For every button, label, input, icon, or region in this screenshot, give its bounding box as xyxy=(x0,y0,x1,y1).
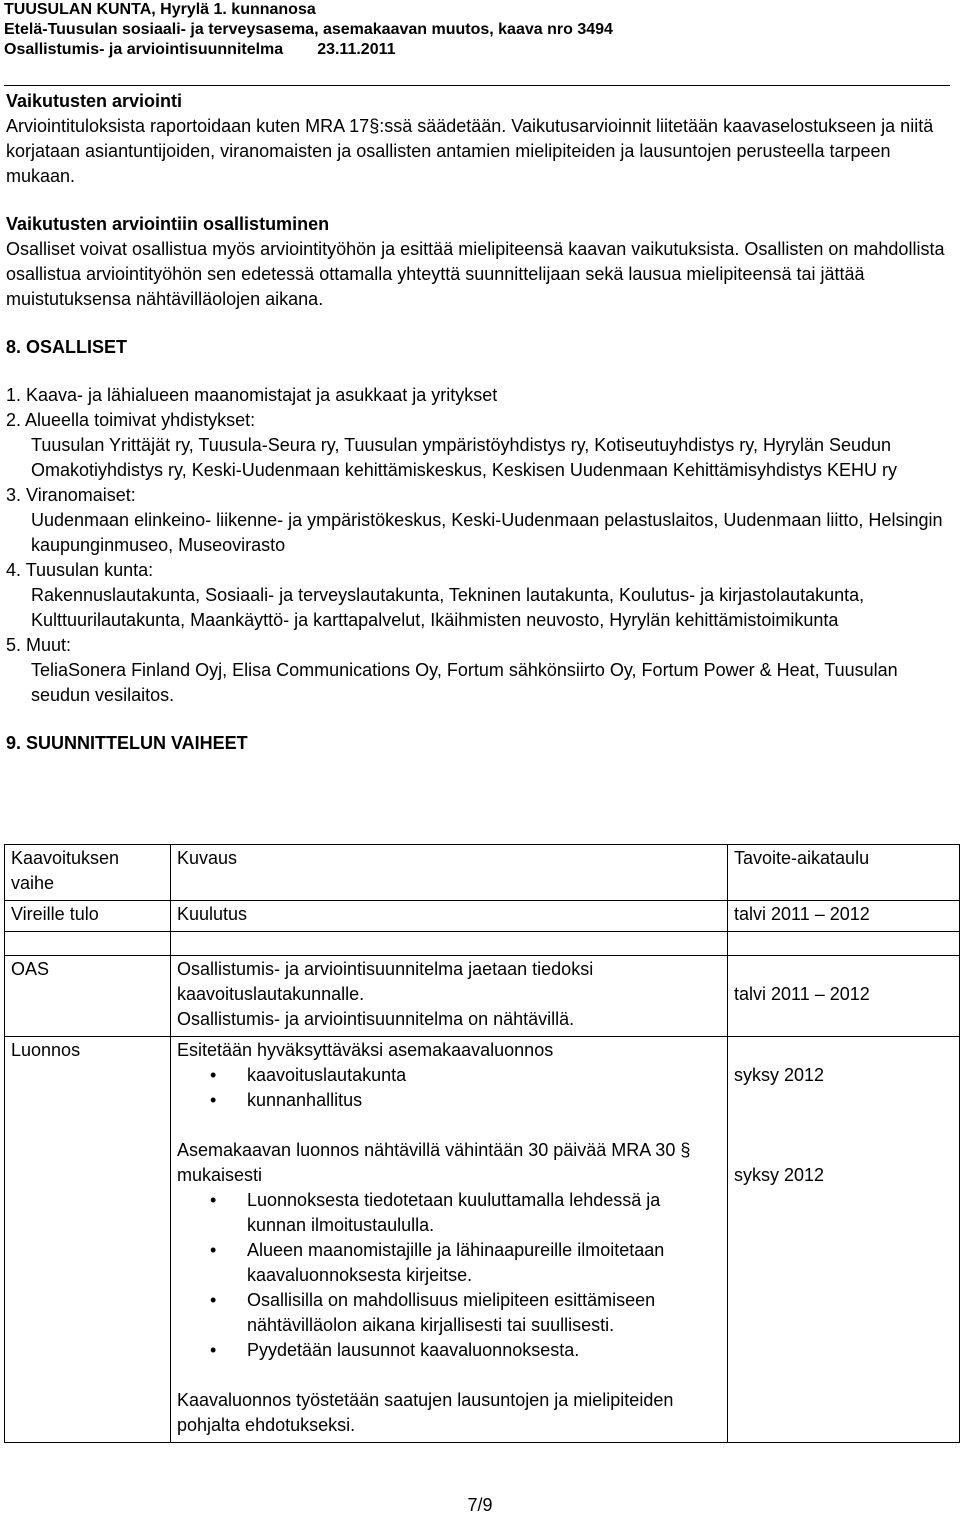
osalliset-item-4-text: Rakennuslautakunta, Sosiaali- ja terveyslautakunta, Tekninen lautakunta, Koulutus- ja kirjastolautakunta, Kulttuurilautakunta, Maankäyttö- ja karttapalvelut, Ikäihmisten neuvosto, Hyrylän kehittämistoimikunta xyxy=(31,585,865,630)
page-number: 7/9 xyxy=(467,1495,493,1515)
header-doc-line xyxy=(4,40,613,60)
luonnos-time-a: syksy 2012 xyxy=(734,1065,825,1085)
row-description xyxy=(171,956,728,1037)
osalliset-item-2-title: 2. Alueella toimivat yhdistykset: xyxy=(6,410,256,430)
luonnos-time-b: syksy 2012 xyxy=(734,1165,825,1185)
header-phase: Kaavoituksen vaihe xyxy=(5,845,171,901)
luonnos-bullets-b xyxy=(177,1188,721,1363)
oas-time: talvi 2011 – 2012 xyxy=(734,984,870,1004)
luonnos-desc-c: Kaavaluonnos työstetään saatujen lausuntojen ja mielipiteiden pohjalta ehdotukseksi. xyxy=(177,1390,674,1435)
page-header xyxy=(4,0,613,60)
document-body xyxy=(6,89,946,756)
list-item: • kaavoituslautakunta xyxy=(177,1063,721,1088)
row-schedule xyxy=(728,956,960,1037)
table-row xyxy=(5,901,960,932)
table-row xyxy=(5,1037,960,1443)
header-schedule: Tavoite-aikataulu xyxy=(728,845,960,901)
table-row xyxy=(5,956,960,1037)
list-item: • Osallisilla on mahdollisuus mielipiteen esittämiseen nähtävilläolon aikana kirjallisesti tai suullisesti. xyxy=(177,1288,721,1338)
list-item: • Alueen maanomistajille ja lähinaapureille ilmoitetaan kaavaluonnoksesta kirjeitse. xyxy=(177,1238,721,1288)
header-municipality: TUUSULAN KUNTA, Hyrylä 1. kunnanosa xyxy=(4,1,316,18)
phases-table-wrapper xyxy=(4,844,959,1443)
list-item: • Pyydetään lausunnot kaavaluonnoksesta. xyxy=(177,1338,721,1363)
row-schedule xyxy=(728,1037,960,1443)
header-plan-title: Etelä-Tuusulan sosiaali- ja terveysasema, asemakaavan muutos, kaava nro 3494 xyxy=(4,21,613,38)
impacts-text: Arviointituloksista raportoidaan kuten MRA 17§:ssä säädetään. Vaikutusarvioinnit liitetään kaavaselostukseen ja niitä korjataan asiantuntijoiden, viranomaisten ja osallisten antamien mielipiteiden ja lausuntojen perusteella tarpeen mukaan. xyxy=(6,116,934,186)
list-item: • kunnanhallitus xyxy=(177,1088,721,1113)
participation-title: Vaikutusten arviointiin osallistuminen xyxy=(6,214,330,234)
osalliset-item-5-title: 5. Muut: xyxy=(6,635,72,655)
osalliset-item-5-text: TeliaSonera Finland Oyj, Elisa Communications Oy, Fortum sähkönsiirto Oy, Fortum Power & Heat, Tuusulan seudun vesilaitos. xyxy=(31,660,898,705)
osalliset-item-2-text: Tuusulan Yrittäjät ry, Tuusula-Seura ry, Tuusulan ympäristöyhdistys ry, Kotiseutuyhdistys ry, Hyrylän Seudun Omakotiyhdistys ry, Keski-Uudenmaan kehittämiskeskus, Keskisen Uudenmaan Kehittämisyhdistys KEHU ry xyxy=(31,435,897,480)
osalliset-heading: 8. OSALLISET xyxy=(6,337,128,357)
row-phase xyxy=(5,1037,171,1443)
row-description xyxy=(171,1037,728,1443)
oas-desc-1: Osallistumis- ja arviointisuunnitelma jaetaan tiedoksi kaavoituslautakunnalle. xyxy=(177,959,594,1004)
row-schedule: talvi 2011 – 2012 xyxy=(728,901,960,932)
table-spacer-row xyxy=(5,932,960,956)
luonnos-phase: Luonnos xyxy=(11,1040,81,1060)
luonnos-desc-b: Asemakaavan luonnos nähtävillä vähintään 30 päivää MRA 30 § mukaisesti xyxy=(177,1140,691,1185)
luonnos-bullets-a xyxy=(177,1063,721,1113)
header-doc-name: Osallistumis- ja arviointisuunnitelma xyxy=(4,41,284,58)
row-phase: Vireille tulo xyxy=(5,901,171,932)
header-description: Kuvaus xyxy=(171,845,728,901)
header-date: 23.11.2011 xyxy=(317,41,396,58)
header-divider xyxy=(4,85,950,86)
row-description: Kuulutus xyxy=(171,901,728,932)
impacts-title: Vaikutusten arviointi xyxy=(6,91,183,111)
osalliset-item-4-title: 4. Tuusulan kunta: xyxy=(6,560,154,580)
table-header-row xyxy=(5,845,960,901)
list-item: • Luonnoksesta tiedotetaan kuuluttamalla lehdessä ja kunnan ilmoitustaululla. xyxy=(177,1188,721,1238)
osalliset-item-1: 1. Kaava- ja lähialueen maanomistajat ja asukkaat ja yritykset xyxy=(6,385,498,405)
phases-table xyxy=(4,844,960,1443)
row-phase: OAS xyxy=(5,956,171,1037)
participation-text: Osalliset voivat osallistua myös arviointityöhön ja esittää mielipiteensä kaavan vaikutuksista. Osallisten on mahdollista osallistua arviointityöhön sen edetessä ottamalla yhteyttä suunnittelijaan sekä lausua mielipiteensä tai jättää muistutuksensa nähtävilläolojen aikana. xyxy=(6,239,945,309)
oas-desc-2: Osallistumis- ja arviointisuunnitelma on nähtävillä. xyxy=(177,1009,575,1029)
osalliset-item-3-text: Uudenmaan elinkeino- liikenne- ja ympäristökeskus, Keski-Uudenmaan pelastuslaitos, Uudenmaan liitto, Helsingin kaupunginmuseo, Museovirasto xyxy=(31,510,943,555)
phases-heading: 9. SUUNNITTELUN VAIHEET xyxy=(6,733,248,753)
luonnos-desc-a: Esitetään hyväksyttäväksi asemakaavaluonnos xyxy=(177,1040,554,1060)
osalliset-item-3-title: 3. Viranomaiset: xyxy=(6,485,136,505)
